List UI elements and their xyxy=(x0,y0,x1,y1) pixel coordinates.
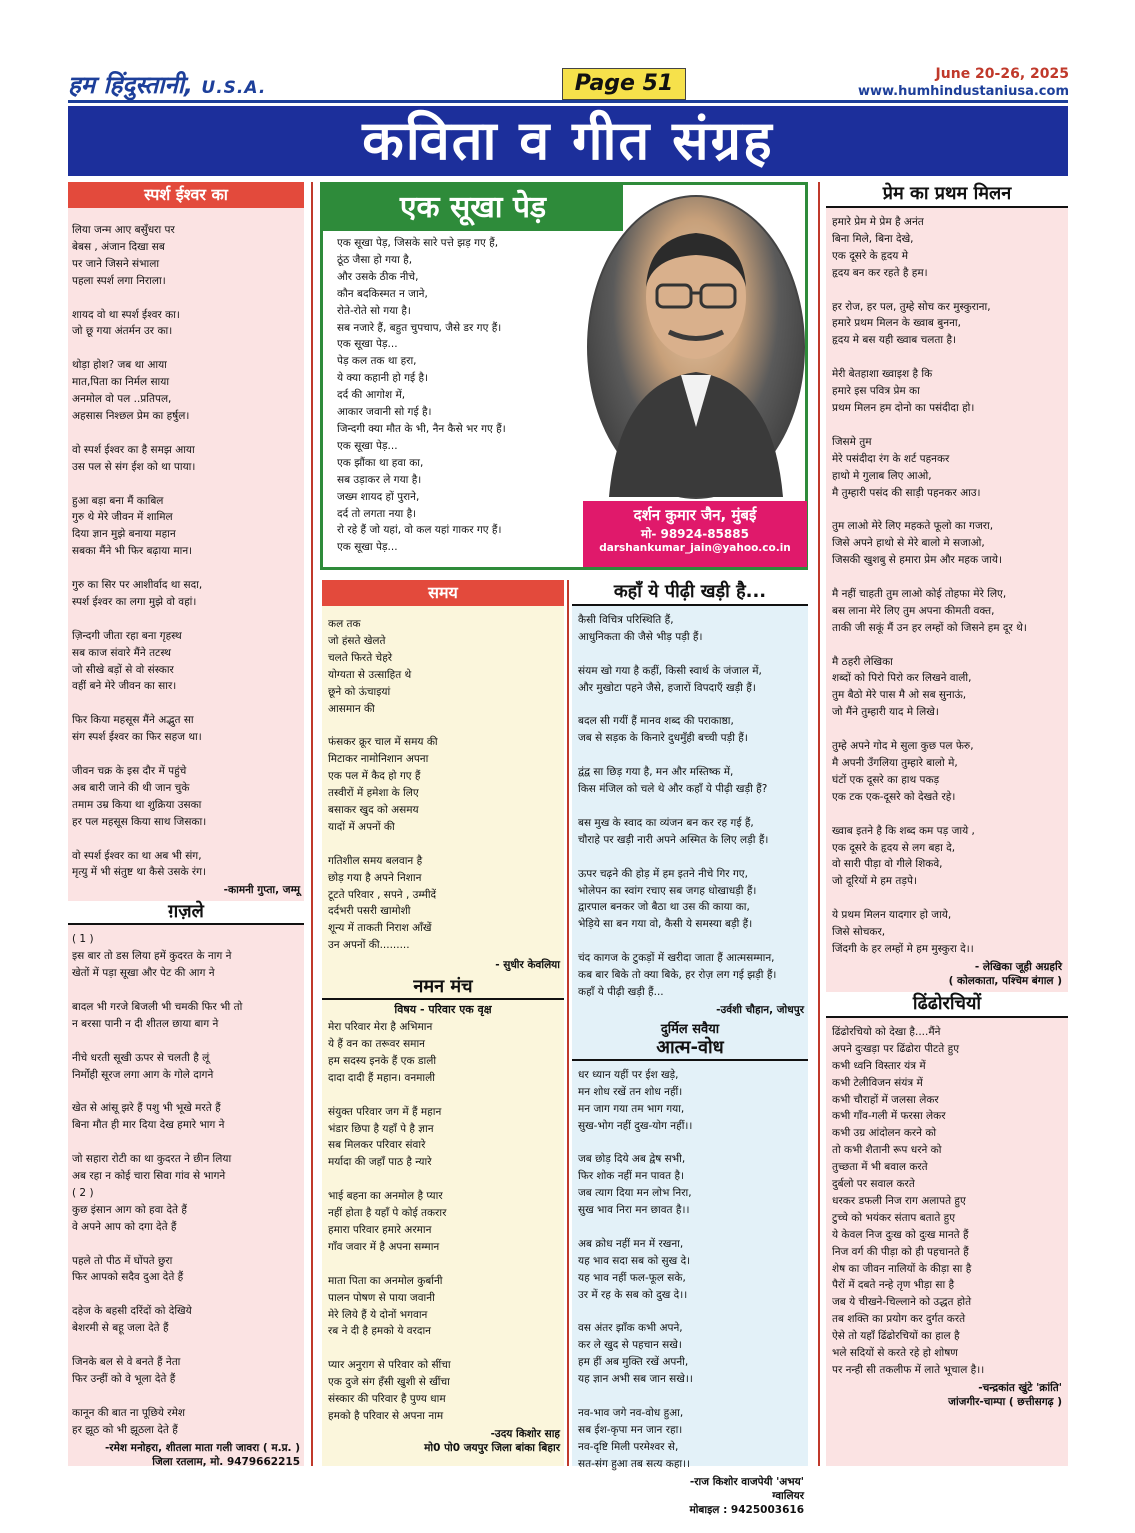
poem-author-atm: -राज किशोर वाजपेयी 'अभय' ग्वालियर मोबाइल : 9425003616 xyxy=(689,1475,804,1516)
poem-title-prem: प्रेम का प्रथम मिलन xyxy=(826,182,1068,208)
poem-author-samay: - सुधीर केवलिया xyxy=(495,959,560,972)
paper-country: U.S.A. xyxy=(201,78,267,98)
author-email-sukha[interactable]: darshankumar_jain@yahoo.co.in xyxy=(599,542,791,554)
poem-text-ghazal: ( 1 ) इस बार तो डस लिया हमें कुदरत के नाग ने खेतों में पड़ा सूखा और पेट की आग ने बादल भी गरजे बिजली भी चमकी फिर भी तो न बरसा पानी न दी शीतल छाया बाग ने नीचे धरती सूखी ऊपर से चलती है लूं निर्मोही सूरज लगा आग के गोले दागने खेत से आंसू झरे हैं पशु भी भूखे मरते हैं बिना मौत ही मार दिया देख हमारे भाग ने जो सहारा रोटी का था कुदरत ने छीन लिया अब रहा न कोई चारा सिवा गांव से भागने ( 2 ) कुछ इंसान आग को हवा देते हैं वे अपने आप को दगा देते हैं पहले तो पीठ में घोंपते छुरा फिर आपको सदैव दुआ देते हैं दहेज के बहसी दरिंदों को देखिये बेशरमी से बहू जला देते हैं जिनके बल से वे बनते हैं नेता फिर उन्हीं को वे भूला देते हैं कानून की बात ना पूछिये रमेश हर झूठ को भी झूठला देते हैं xyxy=(72,933,243,1436)
feature-poem-box xyxy=(320,182,808,570)
poem-author-naman: -उदय किशोर साह मो0 पो0 जयपुर जिला बांका बिहार xyxy=(424,1427,560,1454)
poem-text-naman: मेरा परिवार मेरा है अभिमान ये हैं वन का तरूवर समान हम सदस्य इनके हैं एक डाली दादा दादी हैं महान। वनमाली संयुक्त परिवार जग में हैं महान भंडार छिपा है यहाँ पे है ज्ञान सब मिलकर परिवार संवारे मर्यादा की जहाँ पाठ है न्यारे भाई बहना का अनमोल है प्यार नहीं होता है यहाँ पे कोई तकरार हमारा परिवार हमारे अरमान गाँव जवार में है अपना सम्मान माता पिता का अनमोल कुर्बानी पालन पोषण से पाया जवानी मेरे लिये हैं ये दोनों भगवान रब ने दी है हमको ये वरदान प्यार अनुराग से परिवार को सींचा एक दुजे संग हँसी खुशी से खींचा संस्कार की परिवार है पुण्य धाम हमको है परिवार से अपना नाम xyxy=(328,1021,451,1422)
poem-title-dhindhor: ढिंढोरचियों xyxy=(826,992,1068,1018)
poem-title-naman: नमन मंच xyxy=(322,976,564,1000)
poem-title-ghazal: ग़ज़ले xyxy=(68,901,304,925)
poem-title-atm: आत्म-वोध xyxy=(572,1037,808,1061)
poem-text-atm: धर ध्यान यहीं पर ईश खड़े, मन शोध रखें तन शोध नहीं। मन जाग गया तम भाग गया, सुख-भोग नहीं दुख-योग नहीं।। जब छोड़ दिये अब द्वेष सभी, फिर शोक नहीं मन पावत है। जब त्याग दिया मन लोभ निरा, सुख भाव निरा मन छावत है।। अब क्रोध नहीं मन में रखना, यह भाव सदा सब को सुख दे। यह भाव नहीं फल-फूल सके, उर में रह के सब को दुख दे।। वस अंतर झाँक कभी अपने, कर ले खुद से पहचान सखे। हम हीं अब मुक्ति रखें अपनी, यह ज्ञान अभी सब जान सखे।। नव-भाव जगे नव-वोध हुआ, सब ईश-कृपा मन जान रहा। नव-दृष्टि मिली परमेश्वर से, सत-संग हुआ तब सत्य कहा।। xyxy=(578,1068,693,1470)
column-divider-2 xyxy=(567,580,569,1466)
author-mobile-sukha: मो- 98924-85885 xyxy=(641,527,749,541)
poem-author-peedhi: -उर्वशी चौहान, जोधपुर xyxy=(716,1003,804,1016)
poem-text-dhindhor: ढिंढोरचियो को देखा है....मैंने अपने दुःखड़ा पर ढिंढोरा पीटते हुए कभी ध्वनि विस्तार यंत्र में कभी टेलीविजन संयंत्र में कभी चौराहों में जलसा लेकर कभी गाँव-गली में फरसा लेकर कभी उग्र आंदोलन करने को तो कभी शैतानी रूप धरने को तुच्छता में भी बवाल करते दुर्बलो पर सवाल करते धरकर डफली निज राग अलापते हुए टुच्चे को भयंकर संताप बताते हुए ये केवल निज दुःख को दुःख मानते हैं निज वर्ग की पीड़ा को ही पहचानते हैं शेष का जीवन नालियों के कीड़ा सा है पैरों में दबते नन्हे तृण भीड़ा सा है जब ये चीखने-चिल्लाने को उद्धत होते तब शक्ति का प्रयोग कर दुर्गत करते ऐसे तो यहाँ ढिंढोरचियों का हाल है भले सदियों से करते रहे हो शोषण पर नन्ही सी तकलीफ में लाते भूचाल है।। xyxy=(832,1025,985,1376)
poem-text-peedhi: कैसी विचित्र परिस्थिति हैं, आधुनिकता की जैसे भीड़ पड़ी हैं। संयम खो गया है कहीं, किसी स्वार्थ के जंजाल में, और मुखोटा पहने जैसे, हजारों विपदाएँ खड़ी हैं। बदल सी गयीं हैं मानव शब्द की पराकाष्ठा, जब से सड़क के किनारे दुधमुँही बच्ची पड़ी हैं। द्वंद्व सा छिड़ गया है, मन और मस्तिष्क में, किस मंजिल को चले थे और कहाँ ये पीढ़ी खड़ी हैं? बस मुख के स्वाद का व्यंजन बन कर रह गई हैं, चौराहे पर खड़ी नारी अपने अस्मित के लिए लड़ी हैं। ऊपर चढ़ने की होड़ में हम इतने नीचे गिर गए, भोलेपन का स्वांग रचाए सब जगह धोखाधड़ी हैं। द्वारपाल बनकर जो बैठा था उस की काया का, भेड़िये सा बन गया वो, कैसी ये समस्या बड़ी हैं। चंद कागज के टुकड़ों में खरीदा जाता हैं आत्मसम्मान, कब बार बिके तो क्या बिके, हर रोज़ लग गई झड़ी हैं। कहाँ ये पीढ़ी खड़ी हैं... xyxy=(578,614,777,998)
column-center-left xyxy=(322,580,564,1466)
paper-name-hindi: हम हिंदुस्तानी, xyxy=(68,71,194,99)
column-divider-3 xyxy=(818,182,820,1466)
paper-name xyxy=(68,68,266,101)
column-right xyxy=(826,182,1068,1466)
author-card xyxy=(583,501,807,567)
poem-author-sparsh: -कामनी गुप्ता, जम्मू xyxy=(223,884,300,897)
column-divider-1 xyxy=(311,182,313,1466)
column-left xyxy=(68,182,304,1466)
author-photo xyxy=(587,195,805,499)
poem-text-sukha: एक सूखा पेड़, जिसके सारे पत्ते झड़ गए हैं, ठूंठ जैसा हो गया है, और उसके ठीक नीचे, कौन बदकिस्मत न जाने, रोते-रोते सो गया है। सब नजारे हैं, बहुत चुपचाप, जैसे डर गए हैं। एक सूखा पेड़... पेड़ कल तक था हरा, ये क्या कहानी हो गई है। दर्द की आगोश में, आकार जवानी सो गई है। जिन्दगी क्या मौत के भी, नैन कैसे भर गए हैं। एक सूखा पेड़... एक झौंका था हवा का, सब उड़ाकर ले गया है। जख्म शायद हों पुराने, दर्द तो लगता नया है। रो रहे हैं जो यहां, वो कल यहां गाकर गए हैं। एक सूखा पेड़... xyxy=(337,237,506,554)
poem-text-samay: कल तक जो हंसते खेलते चलते फिरते चेहरे योग्यता से उत्साहित थे छूने को ऊंचाइयां आसमान की फंसकर क्रूर चाल में समय की मिटाकर नामोनिशान अपना एक पल में कैद हो गए हैं तस्वीरों में हमेशा के लिए बसाकर खुद को असमय यादों में अपनों की गतिशील समय बलवान है छोड़ गया है अपने निशान टूटते परिवार , सपने , उम्मीदें दर्दभरी पसरी खामोशी शून्य में ताकती निराश आँखें उन अपनों की......... xyxy=(328,618,438,952)
poem-title-peedhi: कहाँ ये पीढ़ी खड़ी है... xyxy=(572,580,808,606)
poem-text-sparsh: लिया जन्म आए बसुँधरा पर बेबस , अंजान दिखा सब पर जाने जिसने संभाला पहला स्पर्श लगा निराला। शायद वो था स्पर्श ईश्वर का। जो छू गया अंतर्मन उर का। थोड़ा होश? जब था आया मात,पिता का निर्मल साया अनमोल वो पल ..प्रतिपल, अहसास निश्छल प्रेम का हर्षुल। वो स्पर्श ईश्वर का है समझ आया उस पल से संग ईश को था पाया। हुआ बड़ा बना मैं काबिल गुरु थे मेरे जीवन में शामिल दिया ज्ञान मुझे बनाया महान सबका मैंने भी फिर बढ़ाया मान। गुरु का सिर पर आशीर्वाद था सदा, स्पर्श ईश्वर का लगा मुझे वो वहां। ज़िन्दगी जीता रहा बना गृहस्थ सब काज संवारे मैंने तटस्थ जो सीखे बड़ों से वो संस्कार वहीं बने मेरे जीवन का सार। फिर किया महसूस मैंने अद्भुत सा संग स्पर्श ईश्वर का फिर सहज था। जीवन चक्र के इस दौर में पहुंचे अब बारी जाने की थी जान चुके तमाम उम्र किया था शुक्रिया उसका हर पल महसूस किया साथ जिसका। वो स्पर्श ईश्वर का था अब भी संग, मृत्यु में भी संतुष्ट था कैसे उसके रंग। xyxy=(72,224,207,879)
author-name-sukha: दर्शन कुमार जैन, मुंबई xyxy=(633,506,757,524)
column-center-right xyxy=(572,580,808,1516)
section-banner: कविता व गीत संग्रह xyxy=(68,106,1068,176)
portrait-icon xyxy=(589,197,803,497)
website-link[interactable]: www.humhindustaniusa.com xyxy=(857,84,1069,99)
issue-date: June 20-26, 2025 xyxy=(935,66,1069,82)
poem-title-sparsh: स्पर्श ईश्वर का xyxy=(68,182,304,208)
poem-pretitle-atm: दुर्मिल सवैया xyxy=(660,1021,720,1037)
poem-author-prem: - लेखिका जूही अग्रहरि ( कोलकाता, पश्चिम बंगाल ) xyxy=(948,960,1062,987)
poem-text-prem: हमारे प्रेम मे प्रेम है अनंत बिना मिले, बिना देखे, एक दूसरे के हृदय मे हृदय बन कर रहते है हम। हर रोज, हर पल, तुम्हे सोच कर मुस्कुराना, हमारे प्रथम मिलन के ख्वाब बुनना, हृदय मे बस यही ख्वाब चलता है। मेरी बेतहाशा ख्वाइश है कि हमारे इस पवित्र प्रेम का प्रथम मिलन हम दोनो का पसंदीदा हो। जिसमे तुम मेरे पसंदीदा रंग के शर्ट पहनकर हाथो मे गुलाब लिए आओ, मै तुम्हारी पसंद की साड़ी पहनकर आउ। तुम लाओ मेरे लिए महकते फूलो का गजरा, जिसे अपने हाथो से मेरे बालो मे सजाओ, जिसकी खुशबु से हमारा प्रेम और महक जाये। मै नहीं चाहती तुम लाओ कोई तोहफा मेरे लिए, बस लाना मेरे लिए तुम अपना कीमती वक्त, ताकी जी सकूं मैं उन हर लम्हों को जिसने हम दूर थे। मै ठहरी लेखिका शब्दों को पिरो पिरो कर लिखने वाली, तुम बैठो मेरे पास मै ओ सब सुनाऊं, जो मैंने तुम्हारी याद मे लिखे। तुम्हे अपने गोद मे सुला कुछ पल फेरु, मै अपनी उँगलिया तुम्हारे बालो मे, घंटों एक दूसरे का हाथ पकड़ एक टक एक-दूसरे को देखते रहे। ख्वाब इतने है कि शब्द कम पड़ जाये , एक दूसरे के हृदय से लग बहा दे, वो सारी पीड़ा वो गीले शिकवे, जो दूरियों मे हम तड़पे। ये प्रथम मिलन यादगार हो जाये, जिसे सोचकर, जिंदगी के हर लम्हों मे हम मुस्कुरा दे।। xyxy=(832,216,1027,955)
poem-title-samay: समय xyxy=(322,580,564,606)
poem-author-dhindhor: -चन्द्रकांत खुंटे 'क्रांति' जांजगीर-चाम्पा ( छत्तीसगढ़ ) xyxy=(948,1381,1062,1408)
page-number-badge: Page 51 xyxy=(562,68,686,100)
masthead-rule xyxy=(68,100,1068,103)
poem-title-sukha: एक सूखा पेड़ xyxy=(323,185,623,231)
poem-author-ghazal: -रमेश मनोहरा, शीतला माता गली जावरा ( म.प्र. ) जिला रतलाम, मो. 9479662215 xyxy=(104,1441,300,1468)
poem-subtitle-naman: विषय - परिवार एक वृक्ष xyxy=(394,1003,492,1017)
